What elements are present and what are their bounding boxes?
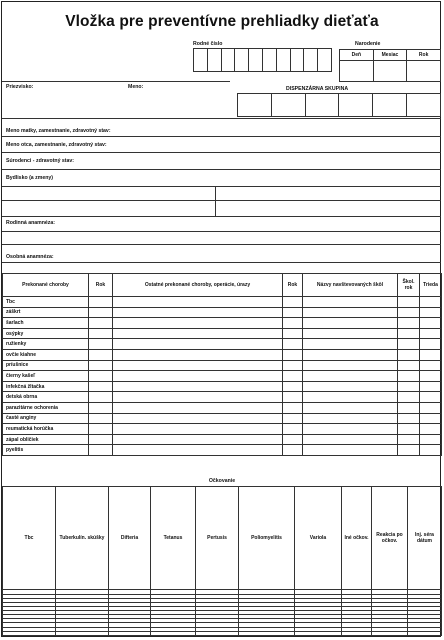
vacc-col-header: Tbc — [3, 487, 56, 590]
disease-row-label: pyelitis — [3, 445, 89, 456]
otec-label: Meno otca, zamestnanie, zdravotný stav: — [6, 142, 107, 148]
disease-cell[interactable] — [398, 381, 420, 392]
vaccination-title: Očkovanie — [208, 478, 236, 484]
vacc-cell[interactable] — [151, 631, 196, 635]
disease-cell[interactable] — [113, 371, 283, 382]
disease-cell[interactable] — [283, 402, 303, 413]
disease-cell[interactable] — [398, 328, 420, 339]
diseases-table — [2, 273, 442, 456]
disease-cell[interactable] — [420, 339, 442, 350]
narodenie-table[interactable] — [339, 49, 441, 82]
rok-label: Rok — [407, 50, 441, 61]
disease-cell[interactable] — [420, 371, 442, 382]
vacc-cell[interactable] — [239, 631, 295, 635]
vacc-cell[interactable] — [3, 631, 56, 635]
disease-cell[interactable] — [420, 402, 442, 413]
vacc-col-header: Variola — [295, 487, 342, 590]
vacc-cell[interactable] — [408, 631, 442, 635]
disease-cell[interactable] — [89, 328, 113, 339]
table-row — [3, 360, 442, 371]
disease-row-label: čierny kašeľ — [3, 371, 89, 382]
disease-cell[interactable] — [303, 413, 398, 424]
disease-cell[interactable] — [113, 339, 283, 350]
table-row — [3, 434, 442, 445]
table-row — [3, 307, 442, 318]
disease-row-label: zápal obličiek — [3, 434, 89, 445]
disease-cell[interactable] — [420, 392, 442, 403]
vacc-cell[interactable] — [372, 631, 408, 635]
disease-cell[interactable] — [303, 318, 398, 329]
disease-cell[interactable] — [398, 307, 420, 318]
disease-row-label: ovčie kiahne — [3, 349, 89, 360]
disease-cell[interactable] — [420, 413, 442, 424]
vacc-col-header: Difteria — [109, 487, 151, 590]
disease-cell[interactable] — [283, 371, 303, 382]
disease-cell[interactable] — [283, 434, 303, 445]
disease-cell[interactable] — [303, 402, 398, 413]
disease-cell[interactable] — [420, 434, 442, 445]
table-row — [3, 297, 442, 308]
vaccination-table — [2, 486, 442, 636]
rodne-cislo-label: Rodné číslo — [193, 41, 223, 47]
disease-cell[interactable] — [89, 339, 113, 350]
meno-label: Meno: — [128, 84, 144, 90]
disease-cell[interactable] — [283, 381, 303, 392]
disease-cell[interactable] — [303, 424, 398, 435]
table-row — [3, 328, 442, 339]
disease-cell[interactable] — [398, 424, 420, 435]
priezvisko-label: Priezvisko: — [6, 84, 34, 90]
disease-cell[interactable] — [89, 307, 113, 318]
disease-row-label: záškrt — [3, 307, 89, 318]
table-row — [3, 631, 442, 635]
table-row — [3, 413, 442, 424]
disease-cell[interactable] — [113, 360, 283, 371]
table-row — [3, 318, 442, 329]
rodne-cislo-boxes[interactable] — [193, 48, 332, 72]
disease-cell[interactable] — [283, 392, 303, 403]
disease-row-label: ružienky — [3, 339, 89, 350]
disease-cell[interactable] — [113, 445, 283, 456]
disease-cell[interactable] — [113, 307, 283, 318]
disease-row-label: časté anginy — [3, 413, 89, 424]
disease-cell[interactable] — [303, 339, 398, 350]
table-row — [3, 445, 442, 456]
disease-cell[interactable] — [283, 297, 303, 308]
col-skol-rok: Škol. rok — [398, 274, 420, 297]
disease-cell[interactable] — [398, 360, 420, 371]
disease-cell[interactable] — [398, 434, 420, 445]
disease-cell[interactable] — [89, 434, 113, 445]
matka-label: Meno matky, zamestnanie, zdravotný stav: — [6, 128, 111, 134]
disease-cell[interactable] — [89, 297, 113, 308]
disease-cell[interactable] — [113, 349, 283, 360]
disease-cell[interactable] — [303, 307, 398, 318]
vacc-col-header: Tuberkulín. skúšky — [56, 487, 109, 590]
disease-cell[interactable] — [113, 392, 283, 403]
disease-cell[interactable] — [89, 445, 113, 456]
vacc-col-header: Poliomyelitis — [239, 487, 295, 590]
disease-cell[interactable] — [420, 307, 442, 318]
col-rok-1: Rok — [89, 274, 113, 297]
disease-cell[interactable] — [283, 307, 303, 318]
disease-row-label: Tbc — [3, 297, 89, 308]
disease-cell[interactable] — [283, 424, 303, 435]
disease-cell[interactable] — [398, 392, 420, 403]
disease-cell[interactable] — [283, 339, 303, 350]
table-row — [3, 381, 442, 392]
disease-row-label: detská obrna — [3, 392, 89, 403]
disease-cell[interactable] — [89, 413, 113, 424]
disease-cell[interactable] — [303, 360, 398, 371]
disease-cell[interactable] — [398, 339, 420, 350]
disease-cell[interactable] — [398, 413, 420, 424]
disease-cell[interactable] — [303, 392, 398, 403]
col-ostatne: Ostatné prekonané choroby, operácie, úrazy — [113, 274, 283, 297]
disease-cell[interactable] — [89, 424, 113, 435]
mesiac-label: Mesiac — [373, 50, 407, 61]
table-row — [3, 349, 442, 360]
disease-cell[interactable] — [398, 297, 420, 308]
disease-row-label: parazitárne ochorenia — [3, 402, 89, 413]
disease-cell[interactable] — [89, 349, 113, 360]
vacc-cell[interactable] — [196, 631, 239, 635]
vacc-col-header: Reakcia po očkov. — [372, 487, 408, 590]
vacc-col-header: Iné očkov. — [342, 487, 372, 590]
disease-cell[interactable] — [420, 424, 442, 435]
table-row — [3, 424, 442, 435]
vacc-col-header: Inj. séra dátum — [408, 487, 442, 590]
disease-cell[interactable] — [283, 360, 303, 371]
table-row — [3, 371, 442, 382]
col-skoly: Názvy navštevovaných škôl — [303, 274, 398, 297]
disease-cell[interactable] — [89, 392, 113, 403]
disease-cell[interactable] — [303, 349, 398, 360]
disease-cell[interactable] — [89, 318, 113, 329]
disease-cell[interactable] — [303, 434, 398, 445]
disease-cell[interactable] — [113, 297, 283, 308]
den-label: Deň — [340, 50, 374, 61]
table-row — [3, 339, 442, 350]
disease-cell[interactable] — [89, 381, 113, 392]
surodenci-label: Súrodenci - zdravotný stav: — [6, 158, 75, 164]
bydlisko-label: Bydlisko (a zmeny) — [6, 175, 53, 181]
disease-cell[interactable] — [420, 328, 442, 339]
disease-cell[interactable] — [303, 297, 398, 308]
dispenzarna-boxes[interactable] — [237, 93, 441, 117]
disease-row-label: príušnice — [3, 360, 89, 371]
disease-cell[interactable] — [113, 381, 283, 392]
disease-cell[interactable] — [283, 349, 303, 360]
rodinna-anamneza-label: Rodinná anamnéza: — [6, 220, 56, 226]
disease-cell[interactable] — [283, 318, 303, 329]
disease-cell[interactable] — [420, 360, 442, 371]
table-row — [3, 392, 442, 403]
disease-cell[interactable] — [420, 318, 442, 329]
vacc-col-header: Pertusis — [196, 487, 239, 590]
disease-cell[interactable] — [398, 402, 420, 413]
disease-cell[interactable] — [283, 413, 303, 424]
col-prekonane: Prekonané choroby — [3, 274, 89, 297]
disease-row-label: šarlach — [3, 318, 89, 329]
disease-cell[interactable] — [113, 318, 283, 329]
disease-cell[interactable] — [113, 434, 283, 445]
disease-cell[interactable] — [398, 371, 420, 382]
disease-cell[interactable] — [420, 445, 442, 456]
disease-cell[interactable] — [303, 328, 398, 339]
disease-cell[interactable] — [283, 328, 303, 339]
disease-cell[interactable] — [113, 328, 283, 339]
disease-cell[interactable] — [398, 349, 420, 360]
vacc-cell[interactable] — [56, 631, 109, 635]
vacc-cell[interactable] — [109, 631, 151, 635]
col-rok-2: Rok — [283, 274, 303, 297]
disease-row-label: osýpky — [3, 328, 89, 339]
disease-cell[interactable] — [303, 371, 398, 382]
disease-cell[interactable] — [113, 413, 283, 424]
page-title: Vložka pre preventívne prehliadky dieťaťa — [65, 13, 379, 30]
disease-cell[interactable] — [420, 381, 442, 392]
disease-cell[interactable] — [113, 424, 283, 435]
disease-cell[interactable] — [89, 371, 113, 382]
vacc-cell[interactable] — [342, 631, 372, 635]
disease-cell[interactable] — [420, 349, 442, 360]
disease-cell[interactable] — [89, 360, 113, 371]
disease-cell[interactable] — [303, 381, 398, 392]
vacc-col-header: Tetanus — [151, 487, 196, 590]
narodenie-label: Narodenie — [355, 41, 381, 47]
disease-cell[interactable] — [89, 402, 113, 413]
disease-cell[interactable] — [283, 445, 303, 456]
vacc-cell[interactable] — [295, 631, 342, 635]
disease-cell[interactable] — [398, 445, 420, 456]
disease-row-label: infekčná žltačka — [3, 381, 89, 392]
osobna-anamneza-label: Osobná anamnéza: — [6, 254, 54, 260]
disease-cell[interactable] — [398, 318, 420, 329]
disease-cell[interactable] — [113, 402, 283, 413]
table-row — [3, 402, 442, 413]
col-trieda: Trieda — [420, 274, 442, 297]
disease-row-label: reumatická horúčka — [3, 424, 89, 435]
disease-cell[interactable] — [303, 445, 398, 456]
dispenzarna-label: DISPENZÁRNA SKUPINA — [286, 86, 349, 92]
disease-cell[interactable] — [420, 297, 442, 308]
